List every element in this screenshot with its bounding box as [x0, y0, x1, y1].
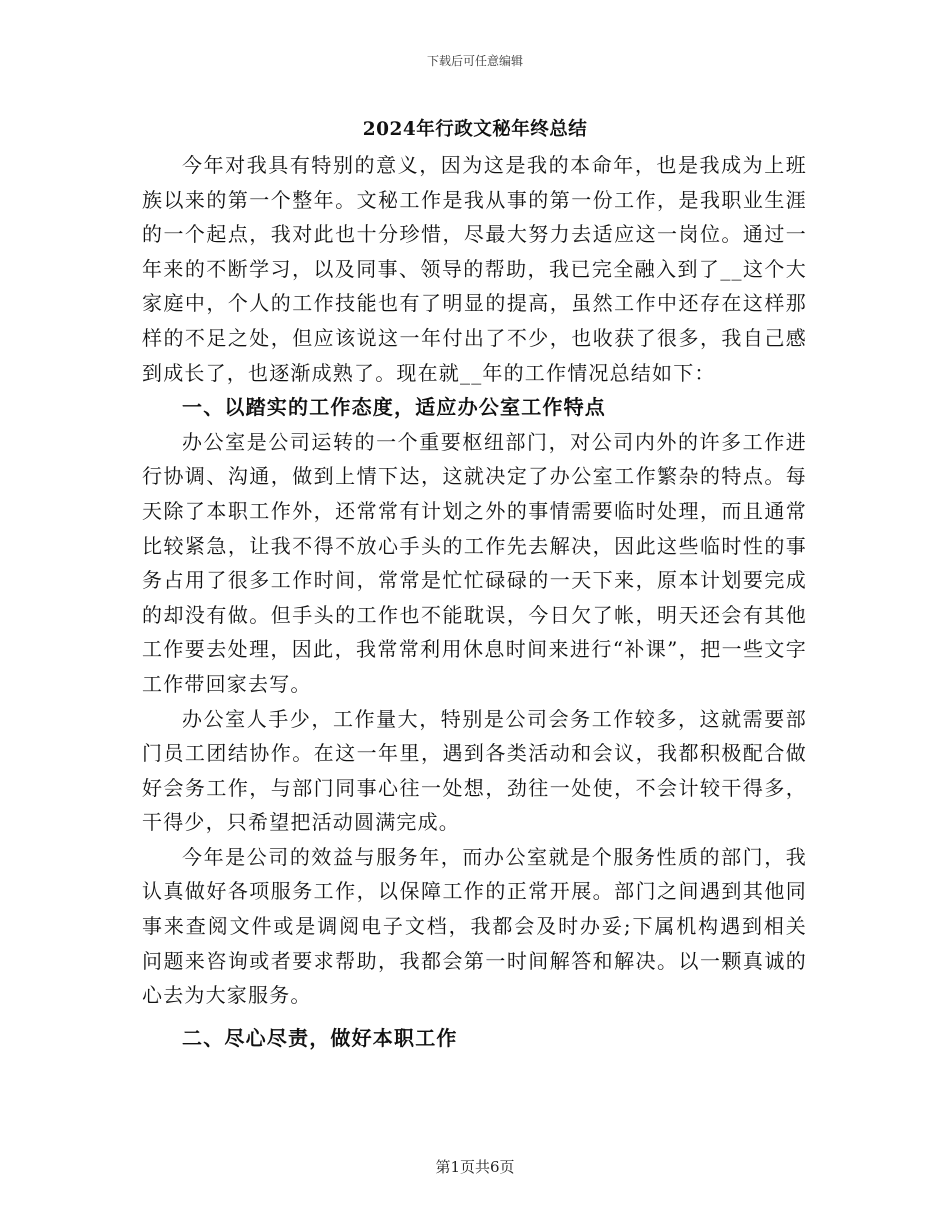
section-1-heading: 一、以踏实的工作态度，适应办公室工作特点 — [182, 395, 606, 420]
intro-paragraph: 今年对我具有特别的意义，因为这是我的本命年，也是我成为上班族以来的第一个整年。文秘工作是我从事的第一份工作，是我职业生涯的一个起点，我对此也十分珍惜，尽最大努力去适应这一岗位。通过一年来的不断学习，以及同事、领导的帮助，我已完全融入到了__这个大家庭中，个人的工作技能也有了明显的提高，虽然工作中还存在这样那样的不足之处，但应该说这一年付出了不少，也收获了很多，我自己感到成长了，也逐渐成熟了。现在就__年的工作情况总结如下： — [142, 153, 807, 385]
document-title: 2024年行政文秘年终总结 — [362, 119, 588, 140]
page-header-note: 下载后可任意编辑 — [426, 54, 523, 68]
section-1-paragraph-3: 今年是公司的效益与服务年，而办公室就是个服务性质的部门，我认真做好各项服务工作，以保障工作的正常开展。部门之间遇到其他同事来查阅文件或是调阅电子文档，我都会及时办妥;下属机构遇到相关问题来咨询或者要求帮助，我都会第一时间解答和解决。以一颗真诚的心去为大家服务。 — [142, 844, 807, 1008]
section-1-paragraph-2: 办公室人手少，工作量大，特别是公司会务工作较多，这就需要部门员工团结协作。在这一年里，遇到各类活动和会议，我都积极配合做好会务工作，与部门同事心往一处想，劲往一处使，不会计较干得多，干得少，只希望把活动圆满完成。 — [142, 706, 807, 835]
page-number-footer: 第1页共6页 — [435, 1158, 515, 1176]
section-2-heading: 二、尽心尽责，做好本职工作 — [182, 1025, 458, 1050]
section-1-paragraph-1: 办公室是公司运转的一个重要枢纽部门，对公司内外的许多工作进行协调、沟通，做到上情下达，这就决定了办公室工作繁杂的特点。每天除了本职工作外，还常常有计划之外的事情需要临时处理，而且通常比较紧急，让我不得不放心手头的工作先去解决，因此这些临时性的事务占用了很多工作时间，常常是忙忙碌碌的一天下来，原本计划要完成的却没有做。但手头的工作也不能耽误，今日欠了帐，明天还会有其他工作要去处理，因此，我常常利用休息时间来进行“补课”，把一些文字工作带回家去写。 — [142, 429, 807, 696]
document-body — [142, 148, 807, 1055]
